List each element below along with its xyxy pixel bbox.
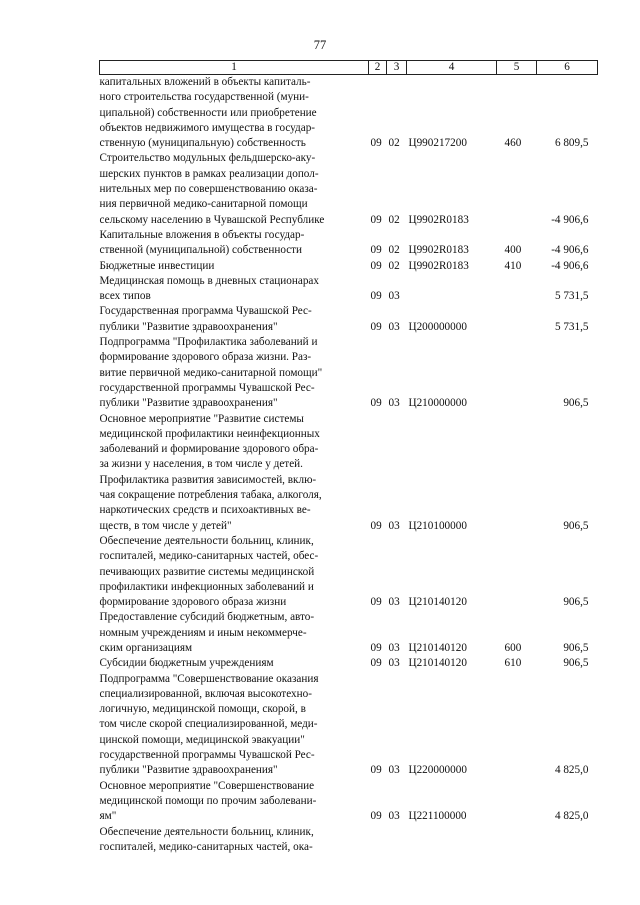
row-subsection: 03	[388, 397, 400, 410]
row-expense-type	[497, 534, 537, 610]
row-name-line: сельскому населению в Чувашской Республике	[99, 213, 325, 226]
table-row	[100, 825, 598, 856]
row-amount: 5 731,5	[554, 290, 589, 303]
row-name	[100, 304, 369, 335]
row-name-line: объектов недвижимого имущества в государ-	[99, 121, 316, 134]
row-name-line: Подпрограмма "Совершенствование оказания	[99, 672, 319, 685]
row-name-line: Профилактика развития зависимостей, вклю-	[99, 473, 317, 486]
row-section: 09	[370, 764, 382, 777]
row-name-line: нительных мер по совершенствованию оказа-	[99, 183, 318, 196]
table-row	[100, 304, 598, 335]
row-subsection: 02	[388, 213, 400, 226]
row-name-line: всех типов	[99, 290, 151, 303]
row-section: 09	[370, 259, 382, 272]
row-section: 09	[370, 810, 382, 823]
row-target-article: Ц210140120	[408, 657, 467, 670]
row-name-line: номным учреждениям и иным некоммерче-	[99, 626, 307, 639]
row-amount: 6 809,5	[554, 137, 589, 150]
row-amount: 906,5	[563, 641, 589, 654]
page-number: 77	[313, 38, 327, 52]
row-expense-type: 400	[504, 244, 522, 257]
row-name-line: наркотических средств и психоактивных ве-	[99, 504, 311, 517]
row-name	[100, 825, 369, 856]
row-subsection: 03	[388, 810, 400, 823]
row-name	[100, 75, 369, 152]
row-target-article	[407, 825, 497, 856]
row-name-line: специализированной, включая высокотехно-	[99, 687, 312, 700]
row-expense-type	[497, 304, 537, 335]
row-name-line: ципальной) собственности или приобретение	[99, 106, 317, 119]
row-name-line: Бюджетные инвестиции	[99, 259, 215, 272]
row-name	[100, 534, 369, 610]
row-name-line: шерских пунктов в рамках реализации допол-	[99, 167, 319, 180]
row-section: 09	[370, 397, 382, 410]
column-header: 4	[407, 61, 497, 75]
table-row	[100, 779, 598, 825]
budget-table	[99, 60, 598, 855]
row-expense-type: 600	[504, 641, 522, 654]
table-body	[100, 75, 598, 856]
row-amount	[537, 825, 598, 856]
row-target-article: Ц221100000	[408, 810, 467, 823]
row-amount: 906,5	[563, 397, 589, 410]
row-name-line: чая сокращение потребления табака, алкоголя,	[99, 489, 322, 502]
table-row	[100, 228, 598, 259]
row-name-line: Обеспечение деятельности больниц, клиник,	[99, 825, 314, 838]
row-amount: 906,5	[563, 596, 589, 609]
row-expense-type	[497, 825, 537, 856]
row-name-line: за жизни у населения, в том числе у детей.	[99, 458, 303, 471]
row-name-line: формирование здорового образа жизни	[99, 596, 287, 609]
row-name-line: логичную, медицинской помощи, скорой, в	[99, 703, 306, 716]
row-section: 09	[370, 641, 382, 654]
table-row	[100, 412, 598, 534]
table-row	[100, 335, 598, 411]
row-expense-type: 460	[504, 137, 522, 150]
row-target-article: Ц990217200	[408, 137, 467, 150]
row-name-line: ственную (муниципальную) собственность	[99, 137, 306, 150]
row-section: 09	[370, 290, 382, 303]
row-amount: 5 731,5	[554, 320, 589, 333]
row-name-line: профилактики инфекционных заболеваний и	[99, 580, 314, 593]
row-name	[100, 274, 369, 305]
column-header: 6	[537, 61, 598, 75]
column-header: 5	[497, 61, 537, 75]
row-name-line: том числе скорой специализированной, меди-	[99, 718, 318, 731]
row-subsection: 02	[388, 259, 400, 272]
row-amount: 906,5	[563, 519, 589, 532]
row-name-line: заболеваний и формирование здорового обра-	[99, 443, 319, 456]
row-name-line: цинской помощи, медицинской эвакуации"	[99, 733, 305, 746]
column-header: 2	[369, 61, 387, 75]
table-row	[100, 75, 598, 152]
row-name	[100, 779, 369, 825]
row-section	[369, 825, 387, 856]
row-target-article: Ц9902R0183	[408, 213, 469, 226]
row-subsection: 03	[388, 641, 400, 654]
row-name-line: ственной (муниципальной) собственности	[99, 244, 303, 257]
row-name-line: государственной программы Чувашской Рес-	[99, 749, 315, 762]
table-row	[100, 672, 598, 779]
row-name	[100, 228, 369, 259]
row-name	[100, 610, 369, 656]
row-amount: -4 906,6	[551, 259, 589, 272]
row-target-article: Ц210140120	[408, 596, 467, 609]
row-section: 09	[370, 137, 382, 150]
row-name-line: формирование здорового образа жизни. Раз-	[99, 351, 312, 364]
row-subsection: 03	[388, 320, 400, 333]
row-expense-type: 410	[504, 259, 522, 272]
row-name-line: Государственная программа Чувашской Рес-	[99, 305, 312, 318]
table-header-row	[100, 61, 598, 75]
row-name-line: ским организациям	[99, 641, 193, 654]
row-name	[100, 259, 369, 274]
row-name-line: ям"	[99, 810, 117, 823]
row-name-line: ществ, в том числе у детей"	[99, 519, 232, 532]
row-name-line: Основное мероприятие "Развитие системы	[99, 412, 304, 425]
row-name-line: Подпрограмма "Профилактика заболеваний и	[99, 336, 318, 349]
row-section: 09	[370, 657, 382, 670]
row-subsection: 02	[388, 244, 400, 257]
row-expense-type	[497, 151, 537, 227]
row-name-line: медицинской профилактики неинфекционных	[99, 427, 320, 440]
row-subsection: 03	[388, 596, 400, 609]
row-name	[100, 335, 369, 411]
row-amount: 4 825,0	[554, 764, 589, 777]
row-name-line: публики "Развитие здравоохранения"	[99, 320, 278, 333]
row-name-line: печивающих развитие системы медицинской	[99, 565, 315, 578]
row-name-line: Капитальные вложения в объекты государ-	[99, 228, 305, 241]
row-section: 09	[370, 596, 382, 609]
row-section: 09	[370, 213, 382, 226]
row-name-line: публики "Развитие здравоохранения"	[99, 764, 278, 777]
row-expense-type	[497, 335, 537, 411]
row-subsection: 02	[388, 137, 400, 150]
row-name-line: Предоставление субсидий бюджетным, авто-	[99, 611, 315, 624]
row-name-line: госпиталей, медико-санитарных частей, обес-	[99, 550, 319, 563]
row-section: 09	[370, 320, 382, 333]
row-name-line: Основное мероприятие "Совершенствование	[99, 779, 315, 792]
row-name-line: госпиталей, медико-санитарных частей, ока-	[99, 840, 313, 853]
row-expense-type	[497, 779, 537, 825]
column-header: 3	[387, 61, 407, 75]
table-row	[100, 274, 598, 305]
row-amount: -4 906,6	[551, 213, 589, 226]
table-row	[100, 151, 598, 227]
row-subsection: 03	[388, 519, 400, 532]
row-name-line: капитальных вложений в объекты капиталь-	[99, 76, 311, 88]
row-section: 09	[370, 519, 382, 532]
row-target-article: Ц210000000	[408, 397, 467, 410]
row-name	[100, 151, 369, 227]
row-name-line: ния первичной медико-санитарной помощи	[99, 198, 308, 211]
row-name-line: Медицинская помощь в дневных стационарах	[99, 274, 319, 287]
row-name-line: ного строительства государственной (муни-	[99, 91, 309, 104]
row-name-line: витие первичной медико-санитарной помощи"	[99, 366, 323, 379]
row-target-article: Ц210140120	[408, 641, 467, 654]
row-subsection: 03	[388, 290, 400, 303]
row-amount: 906,5	[563, 657, 589, 670]
table-row	[100, 656, 598, 671]
row-expense-type	[497, 412, 537, 534]
table-row	[100, 534, 598, 610]
row-subsection: 03	[388, 764, 400, 777]
row-target-article: Ц200000000	[408, 320, 467, 333]
row-target-article	[407, 274, 497, 305]
row-name-line: государственной программы Чувашской Рес-	[99, 381, 315, 394]
row-name	[100, 412, 369, 534]
row-expense-type: 610	[504, 657, 522, 670]
row-target-article: Ц210100000	[408, 519, 467, 532]
row-section: 09	[370, 244, 382, 257]
table-row	[100, 259, 598, 274]
row-expense-type	[497, 672, 537, 779]
row-name	[100, 672, 369, 779]
row-amount: 4 825,0	[554, 810, 589, 823]
row-name-line: Субсидии бюджетным учреждениям	[99, 657, 274, 670]
row-target-article: Ц9902R0183	[408, 259, 469, 272]
row-name-line: Обеспечение деятельности больниц, клиник,	[99, 534, 314, 547]
row-name	[100, 656, 369, 671]
row-name-line: публики "Развитие здравоохранения"	[99, 397, 278, 410]
row-subsection	[387, 825, 407, 856]
row-expense-type	[497, 274, 537, 305]
row-target-article: Ц9902R0183	[408, 244, 469, 257]
row-amount: -4 906,6	[551, 244, 589, 257]
row-name-line: Строительство модульных фельдшерско-аку-	[99, 152, 316, 165]
table-row	[100, 610, 598, 656]
row-subsection: 03	[388, 657, 400, 670]
row-target-article: Ц220000000	[408, 764, 467, 777]
column-header: 1	[100, 61, 369, 75]
row-name-line: медицинской помощи по прочим заболевани-	[99, 794, 317, 807]
